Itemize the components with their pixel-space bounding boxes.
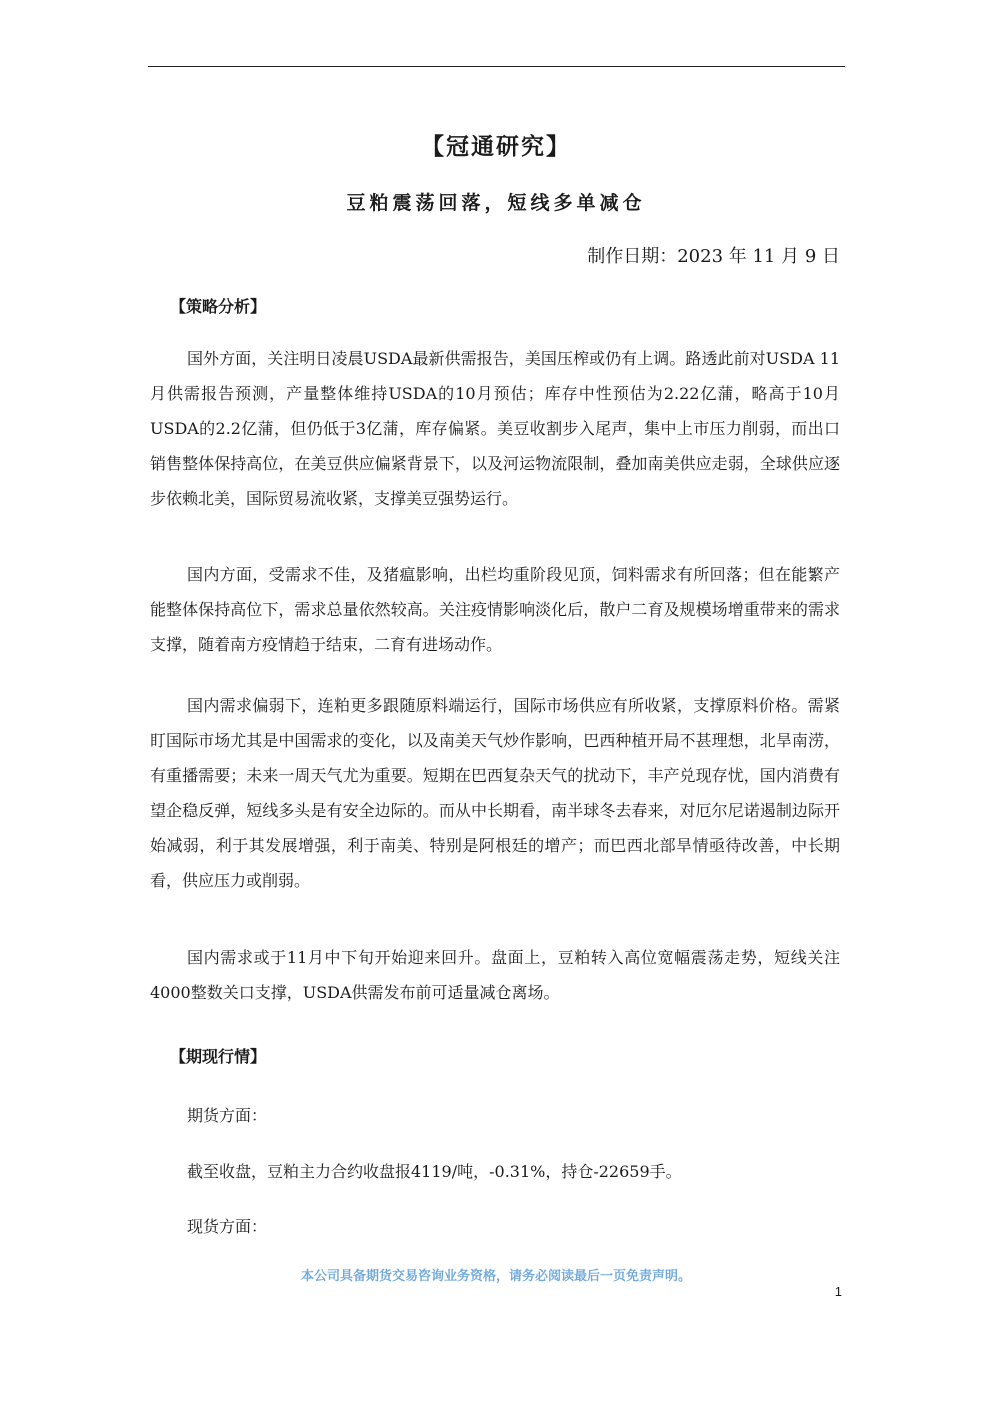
market-heading: 【期现行情】	[170, 1047, 267, 1066]
strategy-paragraph-2: 国内方面，受需求不佳，及猪瘟影响，出栏均重阶段见顶，饲料需求有所回落；但在能繁产能整体保持高位下，需求总量依然较高。关注疫情影响淡化后，散户二育及规模场增重带来的需求支撑，随着南方疫情趋于结束，二育有进场动作。	[150, 565, 840, 654]
futures-label: 期货方面：	[187, 1106, 268, 1125]
report-title: 豆粕震荡回落，短线多单减仓	[346, 192, 646, 214]
footer-disclaimer: 本公司具备期货交易咨询业务资格，请务必阅读最后一页免责声明。	[300, 1269, 691, 1284]
brand-title: 【冠通研究】	[421, 133, 571, 160]
header-rule	[148, 66, 845, 67]
page-number: 1	[834, 1284, 842, 1299]
futures-text: 截至收盘，豆粕主力合约收盘报4119/吨，-0.31%，持仓-22659手。	[187, 1162, 682, 1181]
strategy-paragraph-1: 国外方面，关注明日凌晨USDA最新供需报告，美国压榨或仍有上调。路透此前对USDA 11月供需报告预测，产量整体维持USDA的10月预估；库存中性预估为2.22亿蒲，略高于10月USDA的2.2亿蒲，但仍低于3亿蒲，库存偏紧。美豆收割步入尾声，集中上市压力削弱，而出口销售整体保持高位，在美豆供应偏紧背景下，以及河运物流限制，叠加南美供应走弱，全球供应逐步依赖北美，国际贸易流收紧，支撑美豆强势运行。	[150, 349, 840, 508]
report-date: 制作日期：2023 年 11 月 9 日	[587, 246, 840, 267]
strategy-heading: 【策略分析】	[170, 297, 267, 316]
strategy-paragraph-3: 国内需求偏弱下，连粕更多跟随原料端运行，国际市场供应有所收紧，支撑原料价格。需紧盯国际市场尤其是中国需求的变化，以及南美天气炒作影响，巴西种植开局不甚理想，北旱南涝，有重播需要；未来一周天气尤为重要。短期在巴西复杂天气的扰动下，丰产兑现存忧，国内消费有望企稳反弹，短线多头是有安全边际的。而从中长期看，南半球冬去春来，对厄尔尼诺遏制边际开始减弱，利于其发展增强，利于南美、特别是阿根廷的增产；而巴西北部旱情亟待改善，中长期看，供应压力或削弱。	[150, 696, 840, 890]
strategy-paragraph-4: 国内需求或于11月中下旬开始迎来回升。盘面上，豆粕转入高位宽幅震荡走势，短线关注4000整数关口支撑，USDA供需发布前可适量减仓离场。	[150, 948, 840, 1002]
spot-label: 现货方面：	[187, 1217, 268, 1236]
